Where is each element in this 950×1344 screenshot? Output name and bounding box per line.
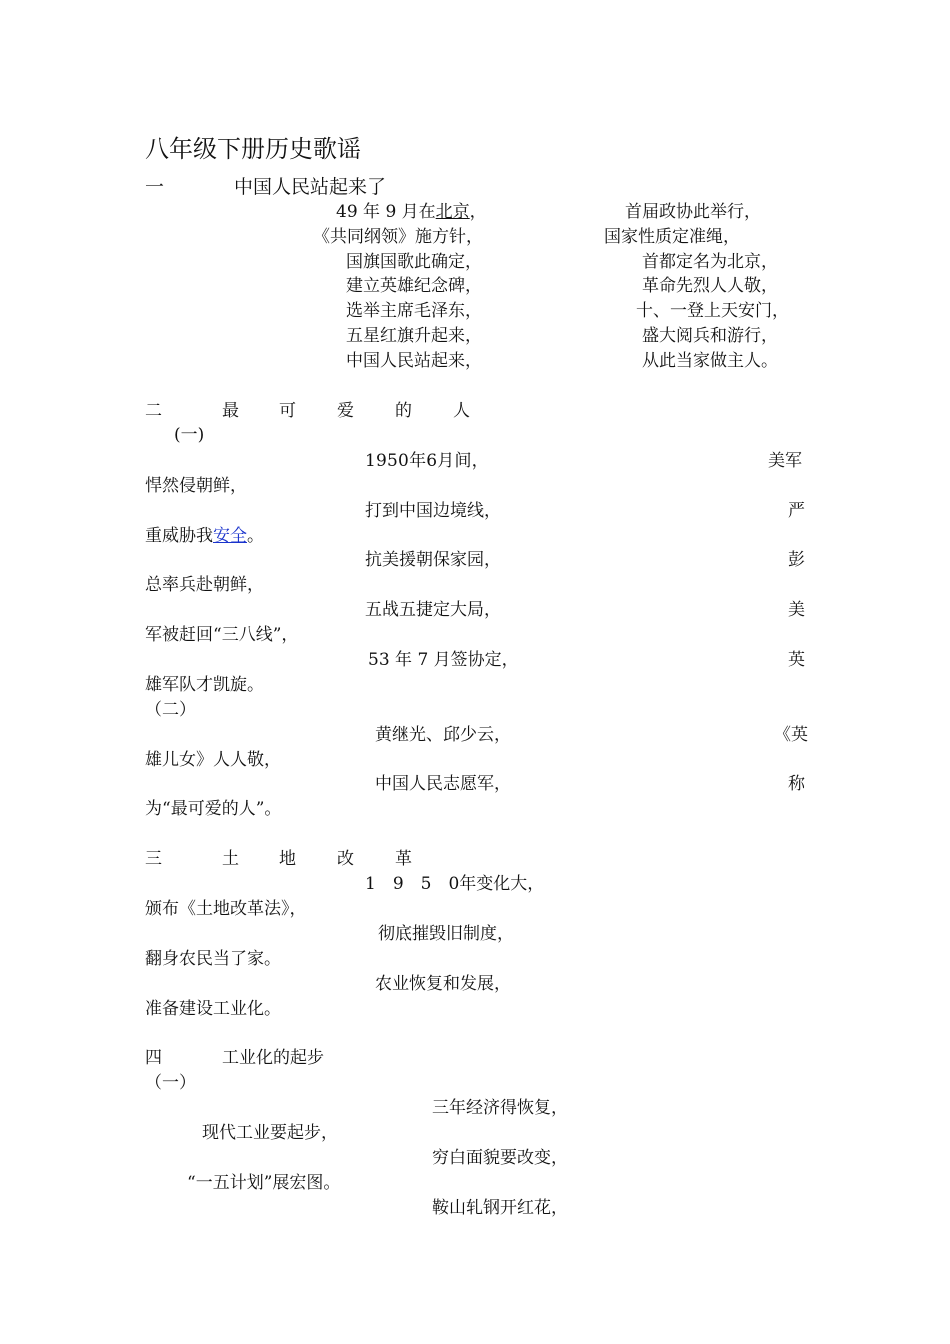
s4-d2-line: 穷白面貌要改变，	[432, 1148, 568, 1168]
s4-part-1-label: （一）	[145, 1073, 196, 1093]
section-2-heading-char-1: 最	[222, 401, 239, 421]
s2-part-2-label: （二）	[145, 700, 196, 720]
s1-line-6-right: 盛大阅兵和游行，	[642, 326, 778, 346]
s2-a2-right: 严	[788, 501, 805, 521]
s4-d1-next: 现代工业要起步，	[202, 1123, 338, 1143]
s2-b1-line: 黄继光、邱少云，	[375, 725, 511, 745]
s2-a3-next: 总率兵赴朝鲜，	[145, 575, 264, 595]
section-1-number: 一	[145, 176, 165, 198]
section-3-number: 三	[145, 849, 162, 869]
s2-a1-right: 美军	[768, 451, 802, 471]
section-1-heading: 中国人民站起来了	[234, 176, 387, 198]
s1-line-3-right: 首都定名为北京，	[642, 252, 778, 272]
section-3-heading-char-4: 革	[395, 849, 412, 869]
s4-d1-line: 三年经济得恢复，	[432, 1098, 568, 1118]
s1-line-5-right: 十、一登上天安门，	[636, 301, 789, 321]
section-3-heading-char-2: 地	[279, 849, 296, 869]
s3-c3-line: 农业恢复和发展，	[375, 974, 511, 994]
s3-c2-line: 彻底摧毁旧制度，	[378, 924, 514, 944]
s1-line-2-left: 《共同纲领》施方针，	[313, 227, 483, 247]
beijing-link[interactable]: 北京	[435, 202, 470, 222]
s2-a2-next	[145, 525, 264, 547]
s3-c1-line: 1 9 5 0年变化大，	[365, 874, 545, 894]
section-2-heading-char-4: 的	[395, 401, 412, 421]
s2-a2-next-suffix: 。	[247, 526, 264, 546]
s2-a4-right: 美	[788, 600, 805, 620]
s2-b2-line: 中国人民志愿军，	[375, 774, 511, 794]
s2-b2-next: 为“最可爱的人”。	[145, 799, 282, 819]
s1-line-5-left: 选举主席毛泽东，	[346, 301, 482, 321]
section-2-heading-char-2: 可	[279, 401, 296, 421]
s4-d2-next: “一五计划”展宏图。	[187, 1173, 341, 1193]
s1-line-1-prefix: 49 年 9 月在	[336, 202, 436, 222]
s2-a5-next: 雄军队才凯旋。	[145, 675, 264, 695]
section-3-heading-char-1: 土	[222, 849, 239, 869]
s1-line-1-right: 首届政协此举行，	[625, 202, 761, 222]
section-2-heading-char-3: 爱	[337, 401, 354, 421]
s1-line-4-left: 建立英雄纪念碑，	[346, 276, 482, 296]
s2-a3-right: 彭	[788, 550, 805, 570]
s1-line-3-left: 国旗国歌此确定，	[346, 252, 482, 272]
section-2-heading-char-5: 人	[453, 401, 470, 421]
section-4-number: 四	[145, 1048, 162, 1068]
section-2-number: 二	[145, 401, 162, 421]
s3-c2-next: 翻身农民当了家。	[145, 949, 281, 969]
section-3-heading-char-3: 改	[337, 849, 354, 869]
s2-a1-next: 悍然侵朝鲜，	[145, 476, 247, 496]
s2-a1-line: 1950年6月间，	[365, 451, 489, 471]
s1-line-6-left: 五星红旗升起来，	[346, 326, 482, 346]
s1-line-7-right: 从此当家做主人。	[642, 351, 778, 371]
s1-line-4-right: 革命先烈人人敬，	[642, 276, 778, 296]
s1-line-7-left: 中国人民站起来，	[346, 351, 482, 371]
s2-b1-right: 《英	[774, 725, 808, 745]
s2-part-1-label: (一)	[174, 425, 205, 445]
s1-line-1-suffix: ，	[469, 202, 487, 222]
page-title: 八年级下册历史歌谣	[145, 135, 361, 163]
s3-c1-next: 颁布《土地改革法》，	[145, 899, 307, 919]
s2-a4-line: 五战五捷定大局，	[365, 600, 501, 620]
s1-line-1-left	[336, 201, 487, 223]
s2-b2-right: 称	[788, 774, 805, 794]
s2-a3-line: 抗美援朝保家园，	[365, 550, 501, 570]
s2-a5-line: 53 年 7 月签协定，	[368, 650, 519, 670]
s4-d3-line: 鞍山轧钢开红花，	[432, 1198, 568, 1218]
s2-a2-next-prefix: 重威胁我	[145, 526, 213, 546]
anquan-link[interactable]: 安全	[213, 526, 247, 546]
s2-a2-line: 打到中国边境线，	[365, 501, 501, 521]
s3-c3-next: 准备建设工业化。	[145, 999, 281, 1019]
s2-a5-right: 英	[788, 650, 805, 670]
section-4-heading: 工业化的起步	[222, 1048, 324, 1068]
s2-a4-next: 军被赶回“三八线”，	[145, 625, 299, 645]
s1-line-2-right: 国家性质定准绳，	[604, 227, 740, 247]
s2-b1-next: 雄儿女》人人敬，	[145, 750, 281, 770]
